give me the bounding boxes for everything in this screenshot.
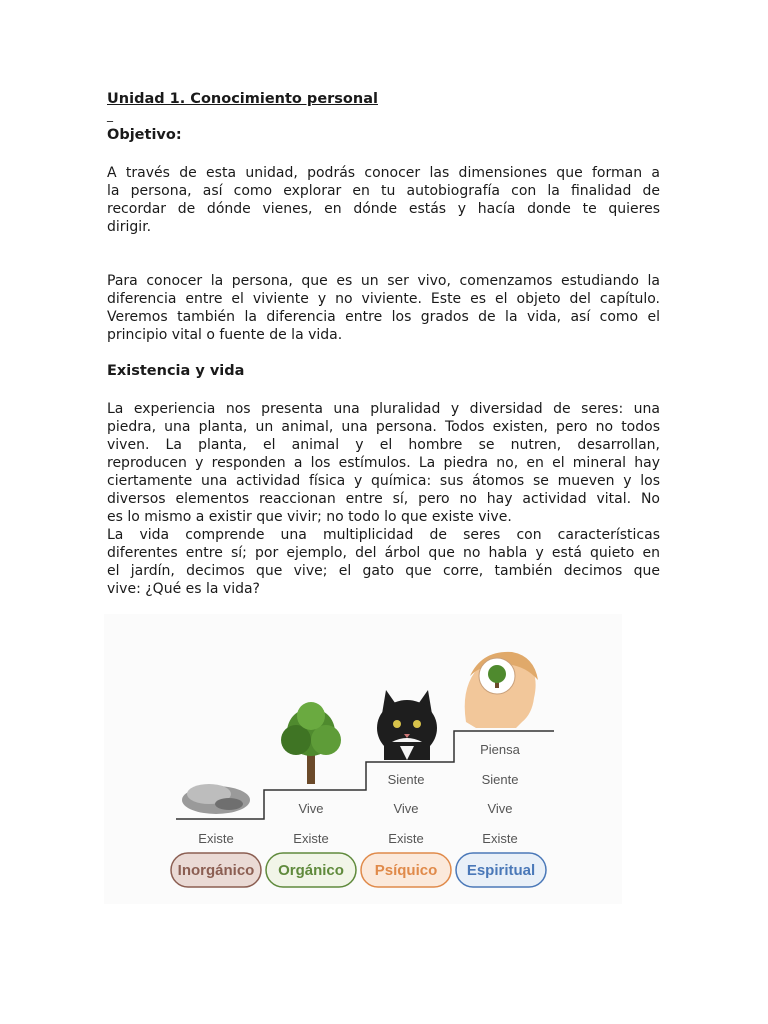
category-label: Orgánico <box>278 862 344 879</box>
life-levels-illustration <box>104 614 622 904</box>
tree-icon <box>281 702 341 784</box>
objective-heading: Objetivo: <box>107 127 182 143</box>
intro-paragraph <box>107 272 660 344</box>
text-line: La experiencia nos presenta una pluralidad y diversidad de seres: una <box>107 401 660 417</box>
text-line: vive: ¿Qué es la vida? <box>107 581 260 597</box>
level-label-existe: Existe <box>388 831 424 846</box>
level-label-siente: Siente <box>481 772 519 787</box>
objective-paragraph <box>107 164 660 236</box>
unit-title: Unidad 1. Conocimiento personal <box>107 91 378 107</box>
level-label-existe: Existe <box>293 831 329 846</box>
text-line: piedra, una planta, un animal, una persona. Todos existen, pero no todos <box>107 419 660 435</box>
text-line: A través de esta unidad, podrás conocer las dimensiones que forman a <box>107 165 660 181</box>
text-line: reproducen y responden a los estímulos. La piedra no, en el mineral hay <box>107 455 660 471</box>
existence-paragraph <box>107 400 660 598</box>
text-line: principio vital o fuente de la vida. <box>107 327 343 343</box>
text-line: es lo mismo a existir que vivir; no todo lo que existe vive. <box>107 509 512 525</box>
text-line: La vida comprende una multiplicidad de seres con características <box>107 527 660 543</box>
category-pill-organico <box>266 853 356 887</box>
level-label-vive: Vive <box>298 801 324 816</box>
level-label-existe: Existe <box>482 831 518 846</box>
text-line: viven. La planta, el animal y el hombre se nutren, desarrollan, <box>107 437 660 453</box>
text-line: la persona, así como explorar en tu autobiografía con la finalidad de <box>107 183 660 199</box>
category-label: Psíquico <box>374 862 438 879</box>
text-line: dirigir. <box>107 219 152 235</box>
text-line: recordar de dónde vienes, en dónde estás y hacía donde te quieres <box>107 201 660 217</box>
rock-icon <box>182 784 250 814</box>
level-label-siente: Siente <box>387 772 425 787</box>
text-line: el jardín, decimos que vive; el gato que corre, también decimos que <box>107 563 660 579</box>
category-pill-psiquico <box>361 853 451 887</box>
thinking-head-icon <box>465 652 538 728</box>
stray-mark: _ <box>107 108 113 122</box>
life-levels-figure <box>104 614 622 904</box>
level-label-piensa: Piensa <box>480 742 520 757</box>
category-pill-inorganico <box>171 853 261 887</box>
cat-icon <box>377 690 437 760</box>
level-label-vive: Vive <box>393 801 419 816</box>
text-line: Para conocer la persona, que es un ser vivo, comenzamos estudiando la <box>107 273 660 289</box>
category-label: Inorgánico <box>177 862 255 879</box>
level-label-existe: Existe <box>198 831 234 846</box>
text-line: diferentes entre sí; por ejemplo, del árbol que no habla y está quieto en <box>107 545 660 561</box>
category-label: Espiritual <box>466 862 536 879</box>
level-label-vive: Vive <box>487 801 513 816</box>
text-line: Veremos también la diferencia entre los grados de la vida, así como el <box>107 309 660 325</box>
section-heading: Existencia y vida <box>107 363 245 379</box>
text-line: diferencia entre el viviente y no viviente. Este es el objeto del capítulo. <box>107 291 660 307</box>
text-line: diversos elementos reaccionan entre sí, pero no hay actividad vital. No <box>107 491 660 507</box>
text-line: ciertamente una actividad física y química: sus átomos se mueven y los <box>107 473 660 489</box>
category-pill-espiritual <box>456 853 546 887</box>
